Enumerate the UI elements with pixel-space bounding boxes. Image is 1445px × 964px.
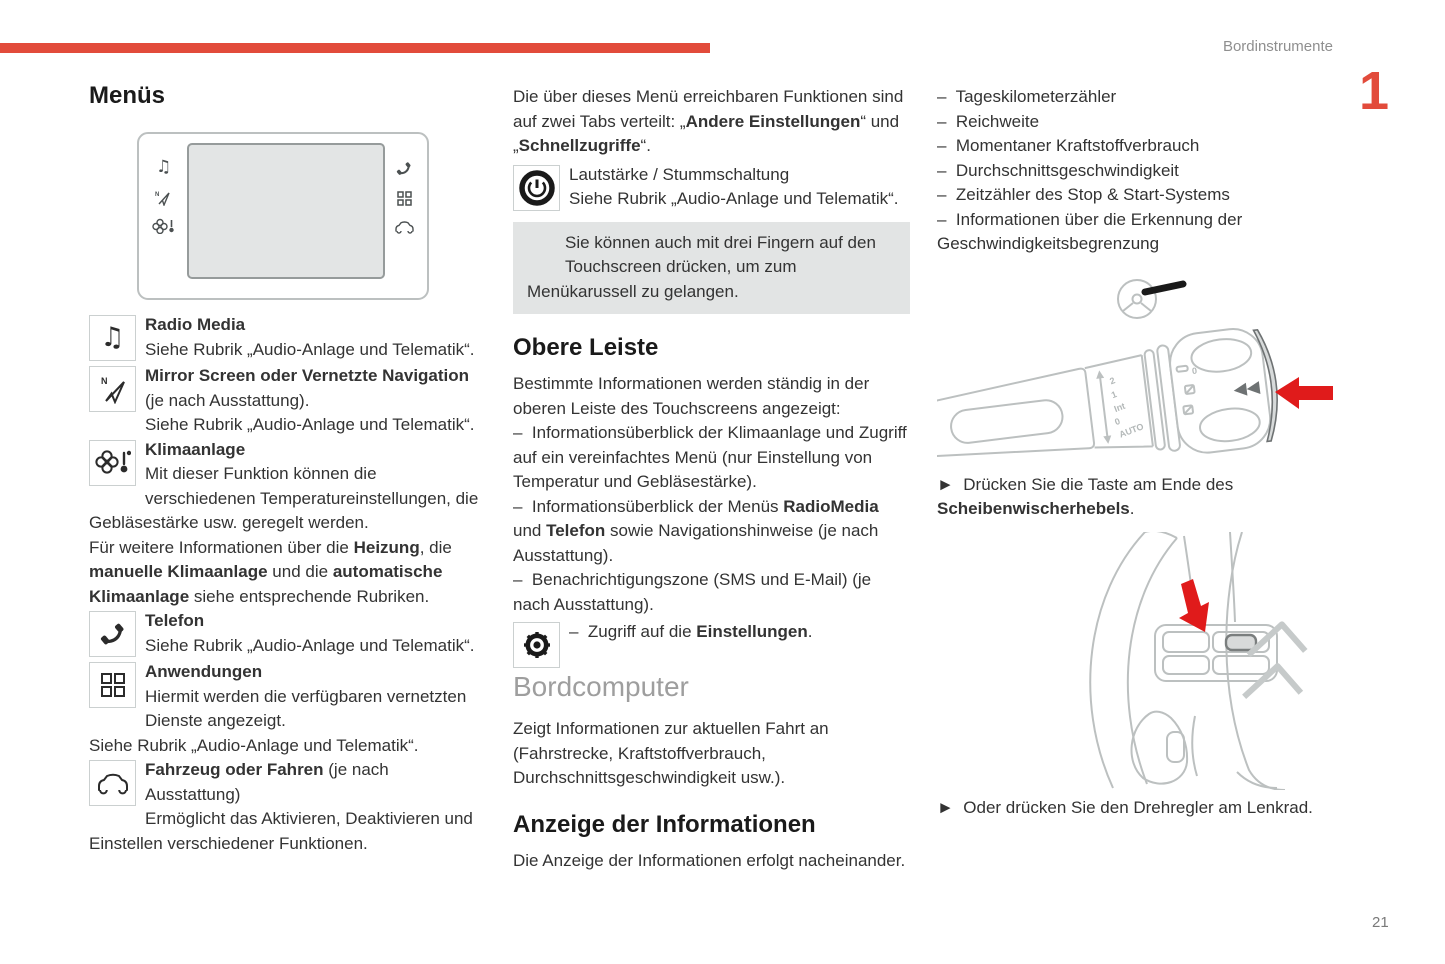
info-icon: [527, 231, 565, 280]
car-icon: [89, 760, 136, 806]
trip-bullet: – Momentaner Kraftstoffverbrauch: [937, 136, 1200, 155]
trip-bullet: – Tageskilometerzähler: [937, 87, 1117, 106]
menu-item-text: Klimaanlage Mit dieser Funktion können die verschiedenen Temperatureinstellungen, die Gebläsestärke usw. geregelt werden. Für weitere Informationen über die Heizung, die manuelle Klimaanlage und die automatische Klimaanlage siehe entsprechende Rubriken.: [89, 439, 479, 606]
column-right: [937, 85, 1333, 820]
music-note-icon: ♫: [89, 315, 136, 361]
nav-arrow-icon: [89, 366, 136, 412]
svg-text:N: N: [100, 376, 107, 386]
svg-text:Int: Int: [1112, 400, 1127, 414]
svg-text:AUTO: AUTO: [1117, 420, 1146, 440]
scroll-wheel-button: [1226, 635, 1256, 650]
trip-bullet: – Reichweite: [937, 111, 1040, 131]
menu-item-text: Anwendungen Hiermit werden die verfügbaren vernetzten Dienste angezeigt. Siehe Rubrik „Audio-Anlage und Telematik“.: [89, 662, 467, 755]
wiper-speed-scale: [1095, 365, 1146, 444]
volume-item: [513, 163, 910, 212]
trip-bullet: – Informationen über die Erkennung der Geschwindigkeitsbegrenzung: [937, 209, 1247, 253]
climate-icon: [89, 440, 136, 486]
instruction-steering-wheel: ► Oder drücken Sie den Drehregler am Lenkrad.: [937, 797, 1313, 817]
touchscreen-illustration: [137, 132, 429, 300]
section-heading-anzeige: Anzeige der Informationen: [513, 810, 816, 838]
menu-item-text: Telefon Siehe Rubrik „Audio-Anlage und Telematik“.: [145, 611, 475, 655]
bullet-klimaanlage: – Informationsüberblick der Klimaanlage und Zugriff auf ein vereinfachtes Menü (nur Einstellung von Temperatur und Gebläsestärke).: [513, 423, 912, 491]
fast-wipe-mark: ◀◀: [1232, 376, 1261, 399]
stalk-zero-label: 0: [1191, 365, 1198, 376]
menu-item-fahrzeug: [89, 758, 481, 856]
menu-item-anwendungen: [89, 660, 481, 758]
chapter-number: 1: [1358, 61, 1389, 121]
phone-icon: [89, 611, 136, 657]
menu-item-radio-media: [89, 313, 481, 362]
phone-icon: [395, 160, 413, 178]
menu-item-text: Mirror Screen oder Vernetzte Navigation (je nach Ausstattung). Siehe Rubrik „Audio-Anlage und Telematik“.: [145, 366, 475, 434]
citroen-logo: [1244, 621, 1308, 702]
bullet-benachrichtigung: – Benachrichtigungszone (SMS und E-Mail) (je nach Ausstattung).: [513, 570, 876, 614]
bullet-menues: – Informationsüberblick der Menüs RadioMedia und Telefon sowie Navigationshinweise (je nach Ausstattung).: [513, 496, 884, 565]
trip-bullet: – Durchschnittsgeschwindigkeit: [937, 160, 1179, 180]
gear-icon: [513, 622, 560, 668]
apps-grid-icon: [397, 191, 412, 206]
page-number: 21: [1372, 914, 1389, 931]
anzeige-body: Die Anzeige der Informationen erfolgt nacheinander.: [513, 850, 906, 870]
climate-icon: [152, 218, 176, 234]
instruction-wiper-stalk: ► Drücken Sie die Taste am Ende des Scheibenwischerhebels.: [937, 474, 1238, 518]
power-button-icon: [513, 165, 560, 211]
svg-text:1: 1: [1109, 388, 1119, 400]
apps-grid-icon: [89, 662, 136, 708]
svg-text:N: N: [155, 192, 160, 198]
nav-arrow-icon: [155, 190, 171, 206]
svg-text:0: 0: [1113, 415, 1122, 427]
intro-paragraph: Die über dieses Menü erreichbaren Funktionen sind auf zwei Tabs verteilt: „Andere Einstellungen“ und „Schnellzugriffe“.: [513, 87, 904, 155]
chapter-accent-bar: [0, 43, 710, 53]
menu-item-mirror-screen: [89, 364, 481, 438]
bordcomputer-body: Zeigt Informationen zur aktuellen Fahrt an (Fahrstrecke, Kraftstoffverbrauch, Durchschnittsgeschwindigkeit usw.).: [513, 719, 829, 787]
section-heading-obere-leiste: Obere Leiste: [513, 334, 659, 361]
menu-item-klimaanlage: [89, 438, 481, 610]
steering-wheel-mini-icon: [1118, 280, 1183, 318]
page-title: Menüs: [89, 82, 166, 109]
section-heading-bordcomputer: Bordcomputer: [513, 671, 689, 702]
column-middle: [513, 85, 910, 873]
wiper-stalk-illustration: [937, 271, 1333, 467]
info-note-text: Sie können auch mit drei Fingern auf den Touchscreen drücken, um zum Menükarussell zu gelangen.: [527, 232, 876, 301]
settings-item: [513, 620, 910, 645]
menu-item-telefon: [89, 609, 481, 658]
menu-item-text: Radio Media Siehe Rubrik „Audio-Anlage und Telematik“.: [145, 315, 475, 359]
info-note-box: [513, 222, 910, 315]
running-header: Bordinstrumente: [1222, 38, 1333, 55]
svg-text:2: 2: [1108, 374, 1117, 386]
volume-item-text: Lautstärke / Stummschaltung Siehe Rubrik „Audio-Anlage und Telematik“.: [569, 164, 899, 208]
music-note-icon: ♫: [156, 157, 172, 177]
car-icon: [394, 220, 415, 234]
steering-wheel-illustration: [937, 532, 1333, 790]
touchscreen-display: [187, 143, 385, 279]
pointer-arrow: [1275, 377, 1333, 409]
section-lead: Bestimmte Informationen werden ständig in der oberen Leiste des Touchscreens angezeigt:: [513, 374, 870, 418]
settings-item-text: – Zugriff auf die Einstellungen.: [569, 622, 813, 641]
column-left: [89, 82, 481, 856]
trip-bullet: – Zeitzähler des Stop & Start-Systems: [937, 185, 1230, 204]
menu-item-text: Fahrzeug oder Fahren (je nach Ausstattung) Ermöglicht das Aktivieren, Deaktivieren und Einstellen verschiedener Funktionen.: [89, 760, 473, 853]
